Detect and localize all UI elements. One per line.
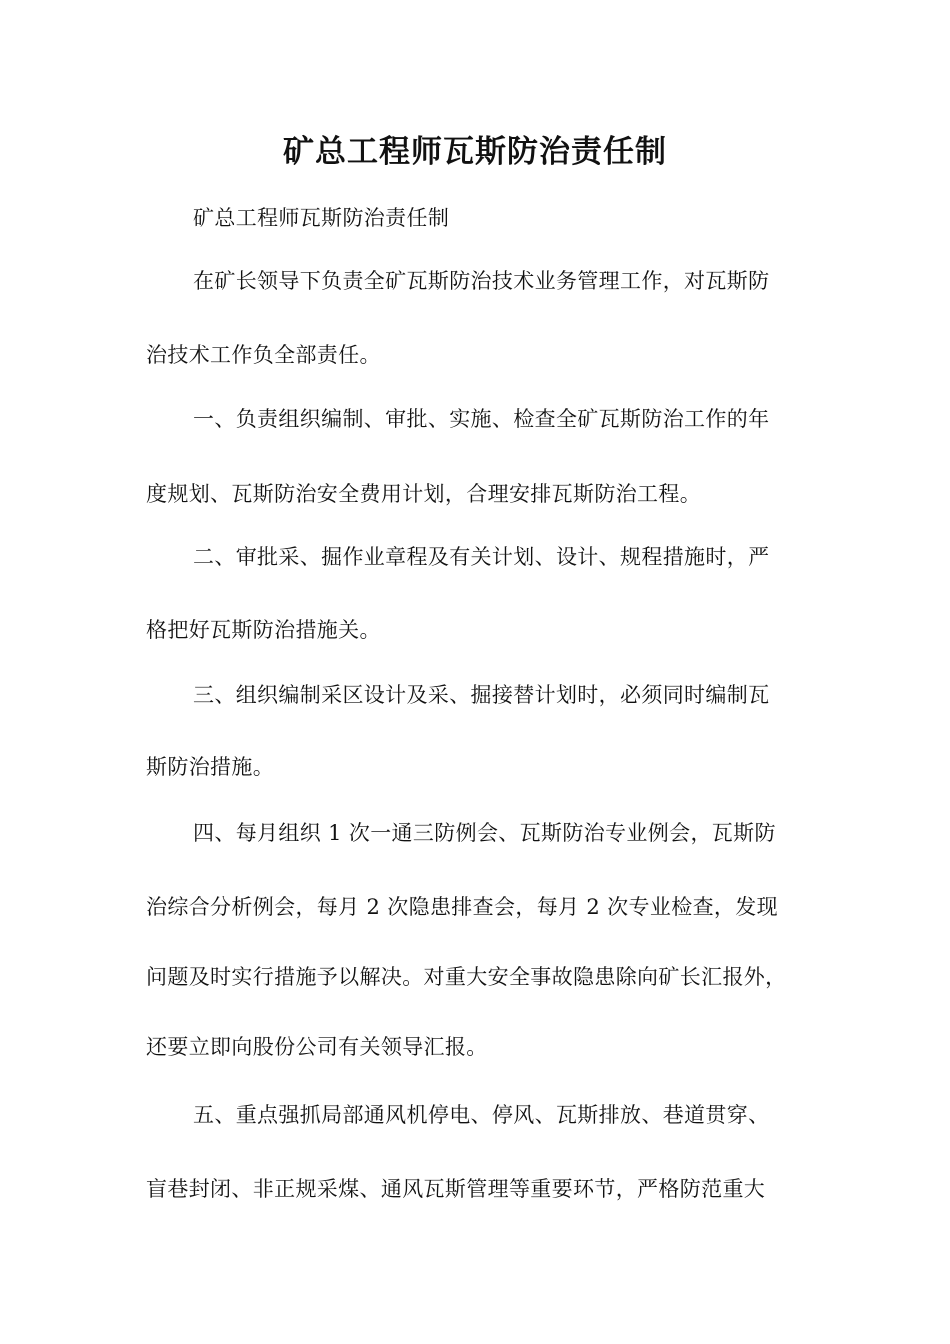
paragraph-line: 治综合分析例会，每月 2 次隐患排查会，每月 2 次专业检查，发现 — [146, 895, 778, 919]
paragraph-line: 一、负责组织编制、审批、实施、检查全矿瓦斯防治工作的年 — [193, 407, 770, 431]
paragraph-line: 五、重点强抓局部通风机停电、停风、瓦斯排放、巷道贯穿、 — [193, 1103, 770, 1127]
paragraph-line: 二、审批采、掘作业章程及有关计划、设计、规程措施时，严 — [193, 545, 770, 569]
paragraph-heading: 矿总工程师瓦斯防治责任制 — [193, 206, 450, 230]
paragraph-line: 盲巷封闭、非正规采煤、通风瓦斯管理等重要环节，严格防范重大 — [146, 1177, 766, 1201]
paragraph-line: 格把好瓦斯防治措施关。 — [146, 618, 381, 642]
paragraph-line: 度规划、瓦斯防治安全费用计划，合理安排瓦斯防治工程。 — [146, 482, 702, 506]
paragraph-line: 治技术工作负全部责任。 — [146, 343, 381, 367]
document-title: 矿总工程师瓦斯防治责任制 — [283, 134, 667, 170]
paragraph-line: 在矿长领导下负责全矿瓦斯防治技术业务管理工作，对瓦斯防 — [193, 269, 770, 293]
paragraph-line: 斯防治措施。 — [146, 755, 275, 779]
paragraph-line: 四、每月组织 1 次一通三防例会、瓦斯防治专业例会，瓦斯防 — [193, 821, 776, 845]
paragraph-line: 还要立即向股份公司有关领导汇报。 — [146, 1035, 488, 1059]
paragraph-line: 三、组织编制采区设计及采、掘接替计划时，必须同时编制瓦 — [193, 683, 770, 707]
paragraph-line: 问题及时实行措施予以解决。对重大安全事故隐患除向矿长汇报外， — [146, 965, 787, 989]
